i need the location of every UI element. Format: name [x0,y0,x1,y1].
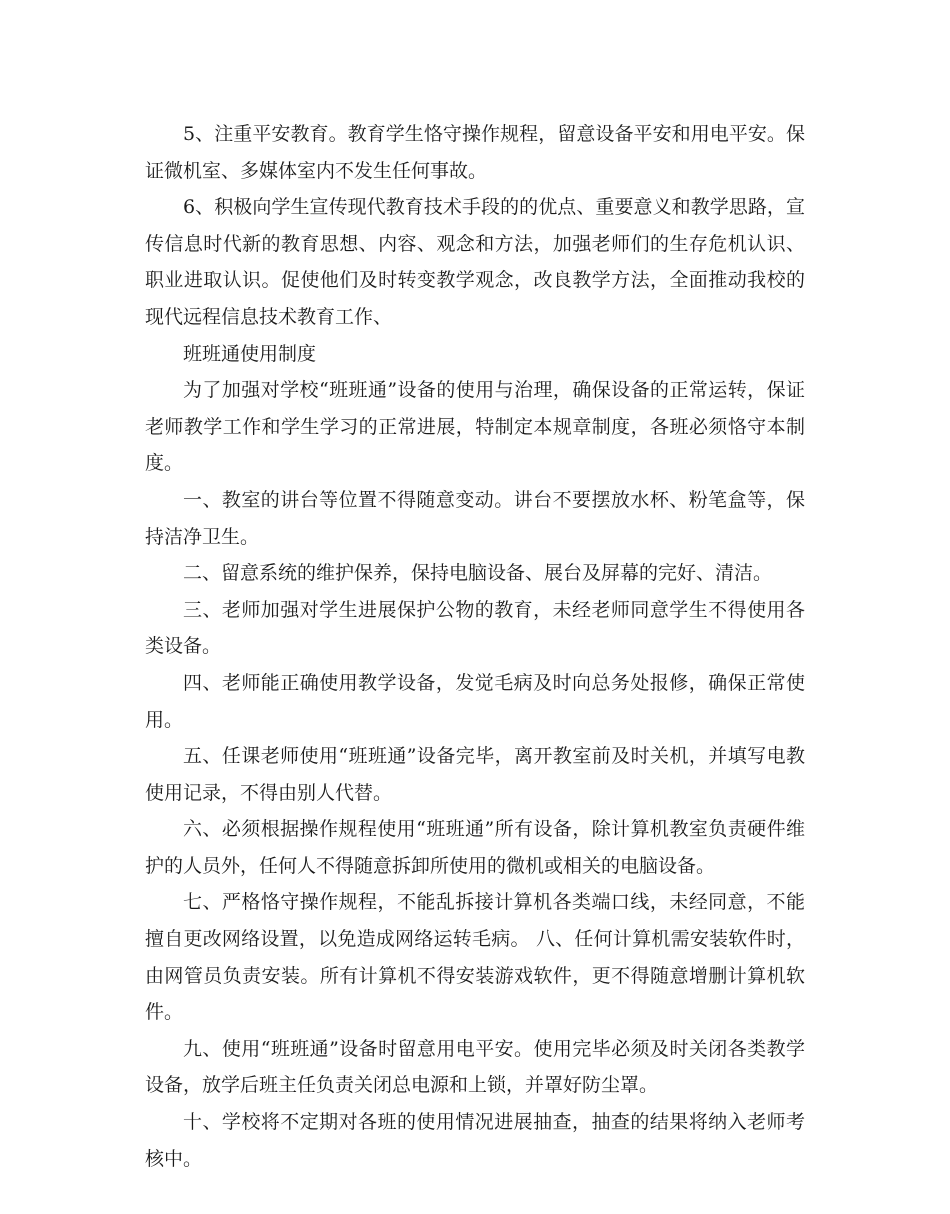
section-heading-usage-rules: 班班通使用制度 [183,342,317,365]
document-body [145,116,805,1177]
rule-item-7-8: 七、严格恪守操作规程，不能乱拆接计算机各类端口线，未经同意，不能擅自更改网络设置，以免造成网络运转毛病。 八、任何计算机需安装软件时，由网管员负责安装。所有计算机不得安装游戏软件，更不得随意增删计算机软件。 [145,891,805,1024]
rule-item-1: 一、教室的讲台等位置不得随意变动。讲台不要摆放水杯、粉笔盒等，保持洁净卫生。 [145,488,805,548]
rule-item-9: 九、使用“班班通”设备时留意用电平安。使用完毕必须及时关闭各类教学设备，放学后班主任负责关闭总电源和上锁，并罩好防尘罩。 [145,1037,805,1097]
rule-item-3: 三、老师加强对学生进展保护公物的教育，未经老师同意学生不得使用各类设备。 [145,598,805,658]
paragraph-promote-technology: 6、积极向学生宣传现代教育技术手段的的优点、重要意义和教学思路，宣传信息时代新的教育思想、内容、观念和方法，加强老师们的生存危机认识、职业进取认识。促使他们及时转变教学观念，改良教学方法，全面推动我校的现代远程信息技术教育工作、 [145,196,805,328]
paragraph-rules-intro: 为了加强对学校“班班通”设备的使用与治理，确保设备的正常运转，保证老师教学工作和学生学习的正常进展，特制定本规章制度，各班必须恪守本制度。 [145,379,805,475]
rule-item-5: 五、任课老师使用“班班通”设备完毕，离开教室前及时关机，并填写电教使用记录，不得由别人代替。 [145,745,805,804]
rule-item-6: 六、必须根据操作规程使用“班班通”所有设备，除计算机教室负责硬件维护的人员外，任何人不得随意拆卸所使用的微机或相关的电脑设备。 [145,818,805,877]
rule-item-10: 十、学校将不定期对各班的使用情况进展抽查，抽查的结果将纳入老师考核中。 [145,1111,805,1170]
rule-item-4: 四、老师能正确使用教学设备，发觉毛病及时向总务处报修，确保正常使用。 [145,671,805,731]
rule-item-2: 二、留意系统的维护保养，保持电脑设备、展台及屏幕的完好、清洁。 [183,562,773,585]
paragraph-safety-education: 5、注重平安教育。教育学生恪守操作规程，留意设备平安和用电平安。保证微机室、多媒体室内不发生任何事故。 [145,123,805,182]
